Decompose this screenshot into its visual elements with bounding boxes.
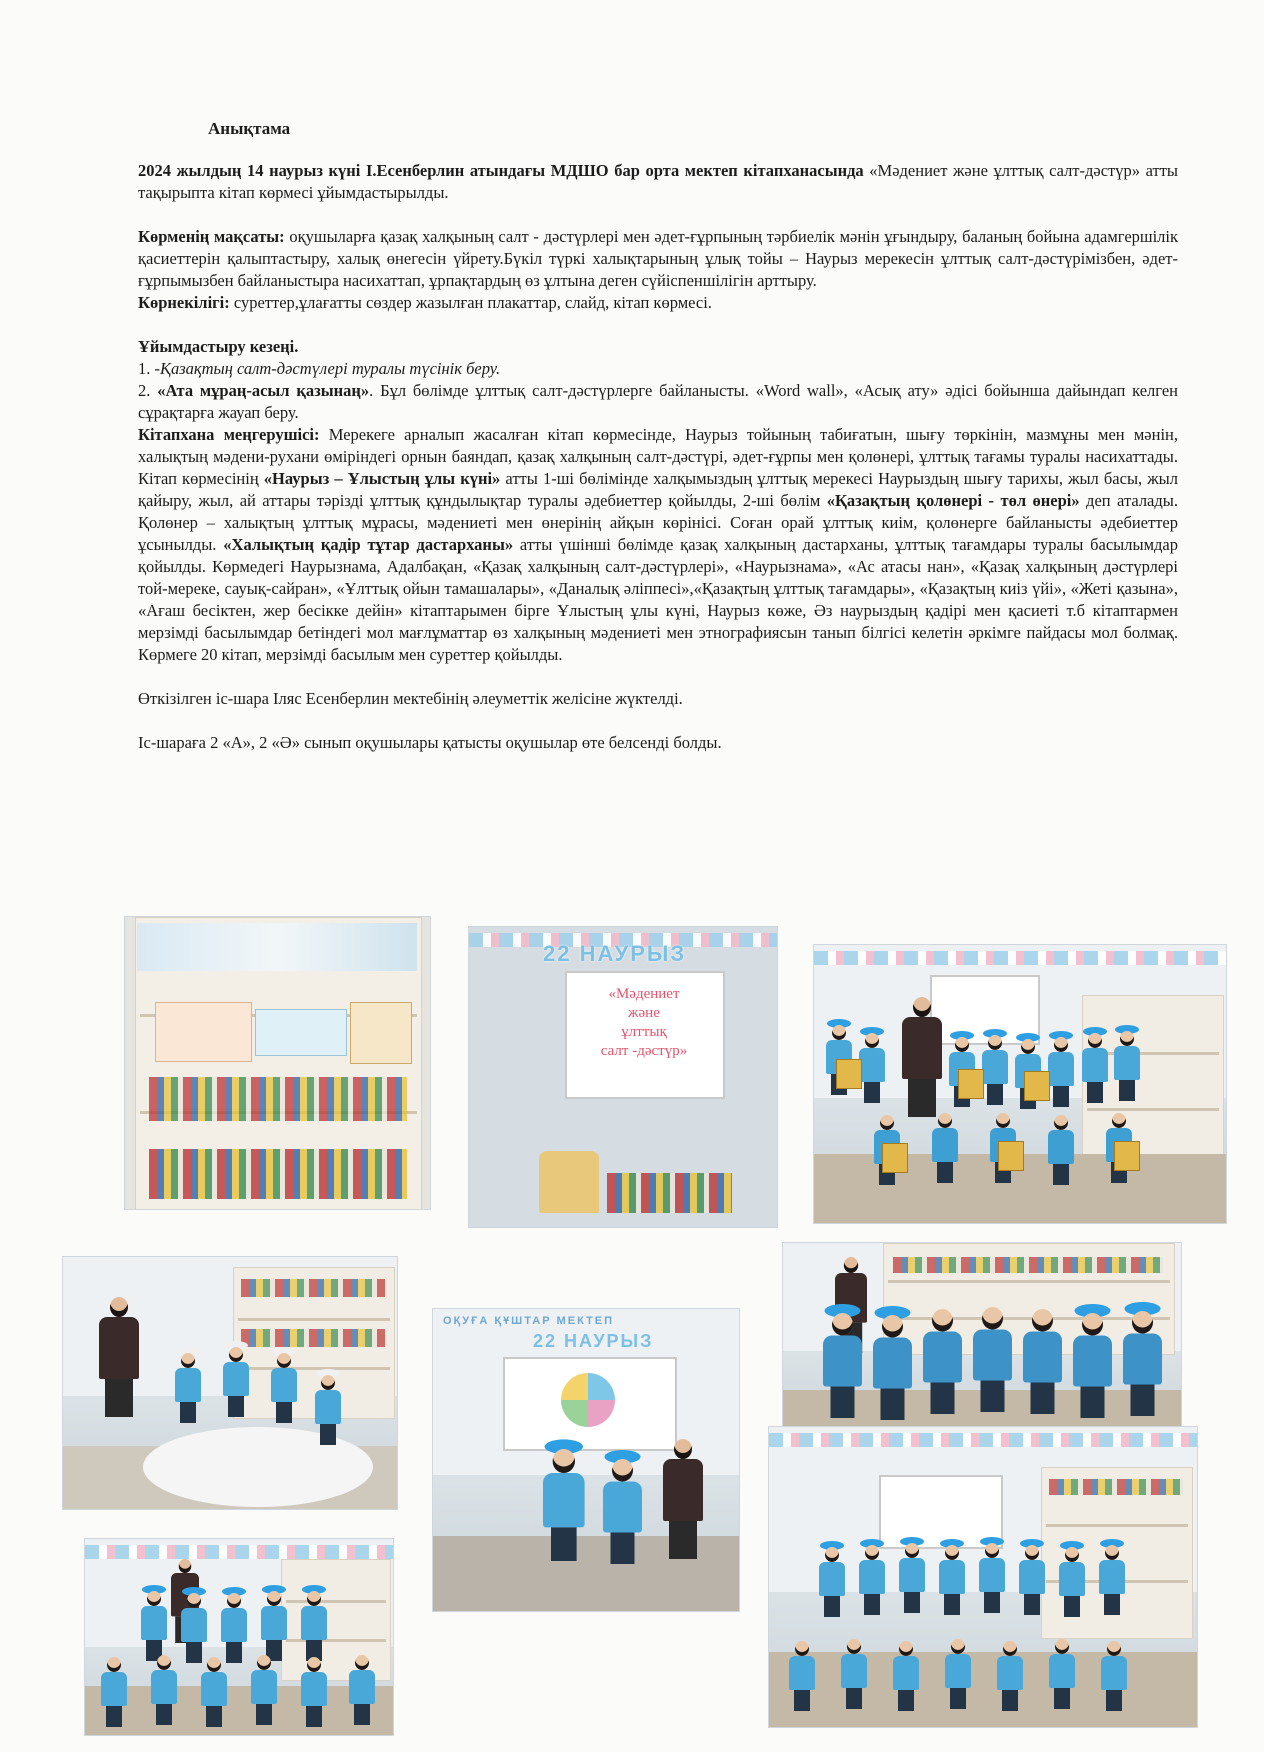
goal-paragraph [138, 226, 1178, 292]
librarian-bold-2: «Қазақтың қолөнері - төл өнері» [826, 491, 1080, 510]
document-title: Анықтама [208, 119, 291, 138]
participants-paragraph: Іс-шараға 2 «А», 2 «Ә» сынып оқушылары қатысты оқушылар өте белсенді болды. [138, 733, 722, 752]
stage-heading: Ұйымдастыру кезеңі. [138, 337, 299, 356]
item2-bold: «Ата мұраң-асыл қазынаң» [157, 381, 370, 400]
photo-book-exhibition [124, 916, 431, 1210]
stage-item-1 [138, 358, 1178, 380]
item2-number: 2. [138, 381, 158, 400]
banner-text: ОҚУҒА ҚҰШТАР МЕКТЕП [443, 1315, 615, 1327]
goal-text: оқушыларға қазақ халқының салт - дәстүрлері мен әдет-ғұрпының тәрбиелік мәнін ұғындыру, баланың бойына адамгершілік қасиеттерін қалыптастыру, халық өнегесін үйрету.Бүкіл түркі халықтарының ұлық тойы – Наурыз мерекесін ұлттық салт-дәстүрімізбен, әдет-ғұрпымызбен байланыстыра насихаттап, ұрпақтардың өз ұлтына деген сүйіспеншілігін арттыру. [138, 227, 1179, 290]
stage-item-2 [138, 380, 1178, 424]
photo-group-bottom-left [84, 1538, 394, 1736]
visual-label: Көрнекілігі: [138, 293, 230, 312]
photo-group-costumes [782, 1242, 1182, 1440]
librarian-text-3: деп аталады. Қолөнер – халықтың ұлттық мұрасы, мәдениеті мен өнерінің айқын көрінісі. Соған орай ұлттық киім, қолөнерге байланысты әдебиеттер ұсынылды. [138, 491, 1178, 554]
intro-rest: «Мәдениет және ұлттық салт-дәстүр» атты тақырыпта кітап көрмесі ұйымдастырылды. [138, 161, 1178, 202]
photo-slide-banner [468, 926, 778, 1228]
visual-paragraph [138, 292, 1178, 314]
item1-number: 1. - [138, 359, 160, 378]
librarian-label: Кітапхана меңгерушісі: [138, 425, 320, 444]
document-text [138, 118, 1178, 754]
intro-paragraph [138, 160, 1178, 204]
posted-paragraph: Өткізілген іс-шара Іляс Есенберлин мектебінің әлеуметтік желісіне жүктелді. [138, 689, 683, 708]
librarian-bold-3: «Халықтың қадір тұтар дастарханы» [223, 535, 514, 554]
librarian-text-2: атты 1-ші бөлімінде халқымыздың ұлттық мерекесі Наурыздың шығу тарихы, жыл басы, жыл қайыру, жыл, ай аттары тәрізді ұлттық құндылықтар туралы әдебиеттер қойылды, 2-ші бөлім [138, 469, 1179, 510]
visual-text: суреттер,ұлағатты сөздер жазылған плакаттар, слайд, кітап көрмесі. [229, 293, 712, 312]
slide-text: «Мәдениет және ұлттық салт -дәстүр» [600, 986, 688, 1059]
librarian-text-4: атты үшінші бөлімде қазақ халқының дастарханы, ұлттық тағамдары туралы басылымдар қойылды. Көрмедегі Наурызнама, Адалбақан, «Қазақ халқының салт-дәстүрлері», «Наурызнама», «Ас атасы нан», «Қазақ халқының дәстүрлері той-мереке, сауық-сайран», «Ұлттық ойын тамашалары», «Даналық әліппесі»,«Қазақтың ұлттық тағамдары», «Қазақтың киіз үйі», «Жеті қазына», «Ағаш бесіктен, жер бесікке дейін» кітаптарымен бірге Ұлыстың ұлы күні, Наурыз көже, Әз наурыздың қадірі мен қасиеті т.б кітаптармен мерзімді басылымдар бетіндегі мол мағлұматтар өз халқының мәдениеті мен этнографиясын танып білгісі келетін әркімге пайдасы мол болмақ. Көрмеге 20 кітап, мерзімді басылым мен суреттер қойылды. [138, 535, 1178, 664]
librarian-paragraph [138, 424, 1178, 666]
banner-text: 22 НАУРЫЗ [543, 941, 687, 966]
librarian-bold-1: «Наурыз – Ұлыстың ұлы күні» [263, 469, 501, 488]
intro-bold: 2024 жылдың 14 наурыз күні І.Есенберлин атындағы МДШО бар орта мектеп кітапханасында [138, 161, 864, 180]
goal-label: Көрменің мақсаты: [138, 227, 285, 246]
item1-text: Қазақтың салт-дәстүлері туралы түсінік беру. [160, 359, 501, 378]
photo-group-bottom-right [768, 1426, 1198, 1728]
photo-table-activity [62, 1256, 398, 1510]
item2-text: . Бұл бөлімде ұлттық салт-дәстүрлерге байланысты. «Word wall», «Асық ату» әдісі бойынша дайындап келген сұрақтарға жауап беру. [138, 381, 1178, 422]
photo-presentation [432, 1308, 740, 1612]
librarian-text-1: Мерекеге арналып жасалған кітап көрмесінде, Наурыз тойының табиғатын, шығу төркінін, мазмұны мен мәнін, халықтың мәдени-рухани өміріндегі орнын баяндап, қазақ халқының салт-дәстүрі, әдет-ғұрпы мен қолөнері, ұлттық тағамы туралы насихаттады. Кітап көрмесінің [138, 425, 1178, 488]
banner-text-2: 22 НАУРЫЗ [533, 1331, 654, 1351]
photo-group-books [813, 944, 1227, 1224]
